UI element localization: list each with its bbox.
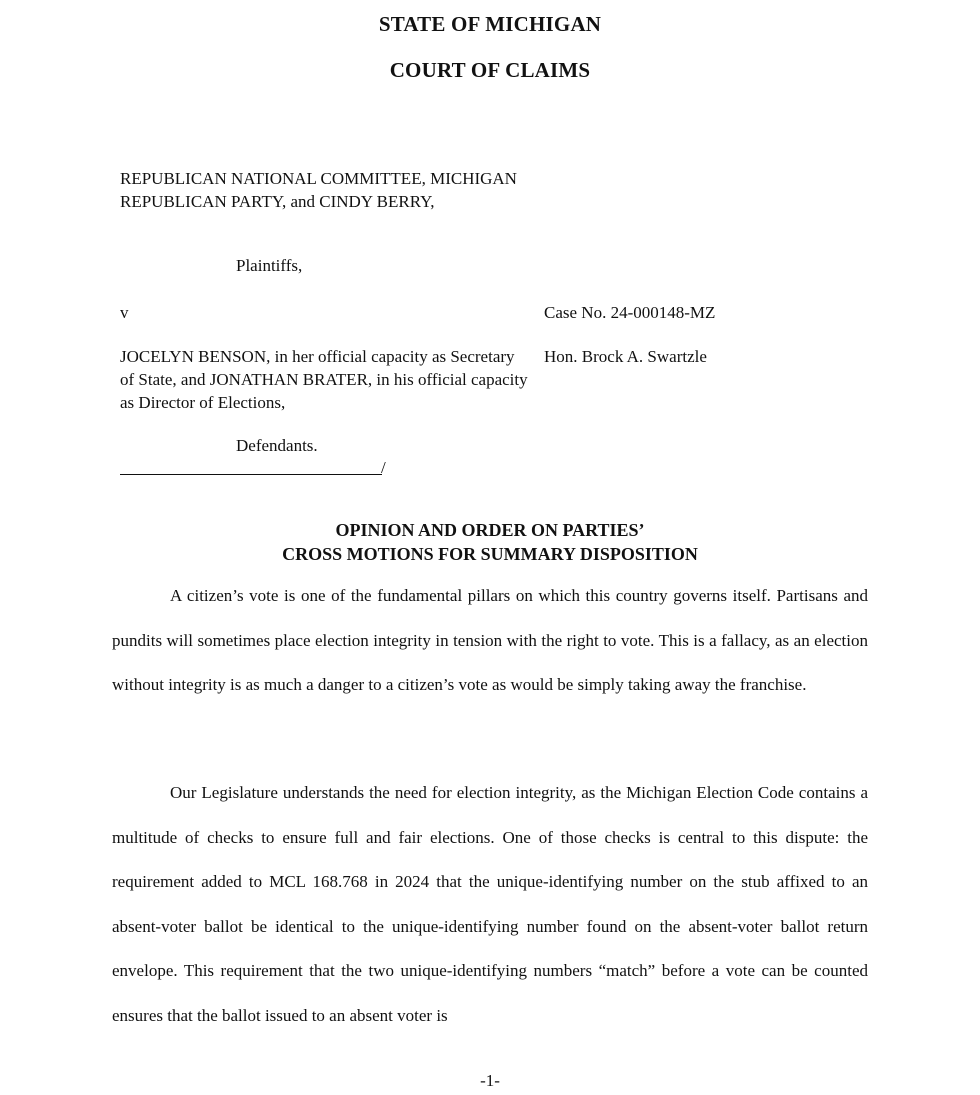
paragraph-2: Our Legislature understands the need for election integrity, as the Michigan Election Code contains a multitude of checks to ensure full and fair elections. One of those checks is central to this dispute: the requirement added to MCL 168.768 in 2024 that the unique-identifying number on the stub affixed to an absent-voter ballot be identical to the unique-identifying number found on the absent-voter ballot return envelope. This requirement that the two unique-identifying numbers “match” before a vote can be counted ensures that the ballot issued to an absent voter is	[112, 783, 868, 1025]
defendants-names: JOCELYN BENSON, in her official capacity as Secretary of State, and JONATHAN BRATER, in his official capacity as Director of Elections,	[120, 347, 528, 412]
case-number: Case No. 24-000148-MZ	[544, 303, 716, 322]
defendants-label: Defendants.	[236, 436, 318, 455]
plaintiffs-names: REPUBLICAN NATIONAL COMMITTEE, MICHIGAN REPUBLICAN PARTY, and CINDY BERRY,	[120, 169, 517, 211]
opinion-title-line1: OPINION AND ORDER ON PARTIES’	[335, 520, 645, 540]
state-heading: STATE OF MICHIGAN	[378, 12, 602, 36]
caption-rule	[120, 474, 382, 475]
opinion-title-line2: CROSS MOTIONS FOR SUMMARY DISPOSITION	[282, 544, 698, 564]
paragraph-1: A citizen’s vote is one of the fundamental pillars on which this country governs itself. Partisans and pundits will sometimes place election integrity in tension with the right to vote. This is a fallacy, as an election without integrity is as much a danger to a citizen’s vote as would be simply taking away the franchise.	[112, 586, 868, 694]
versus-label: v	[120, 303, 129, 322]
judge-name: Hon. Brock A. Swartzle	[544, 347, 707, 366]
plaintiffs-label: Plaintiffs,	[236, 256, 303, 275]
court-heading: COURT OF CLAIMS	[389, 58, 591, 82]
caption-rule-slash: /	[381, 458, 386, 477]
page-number: -1-	[480, 1071, 500, 1090]
